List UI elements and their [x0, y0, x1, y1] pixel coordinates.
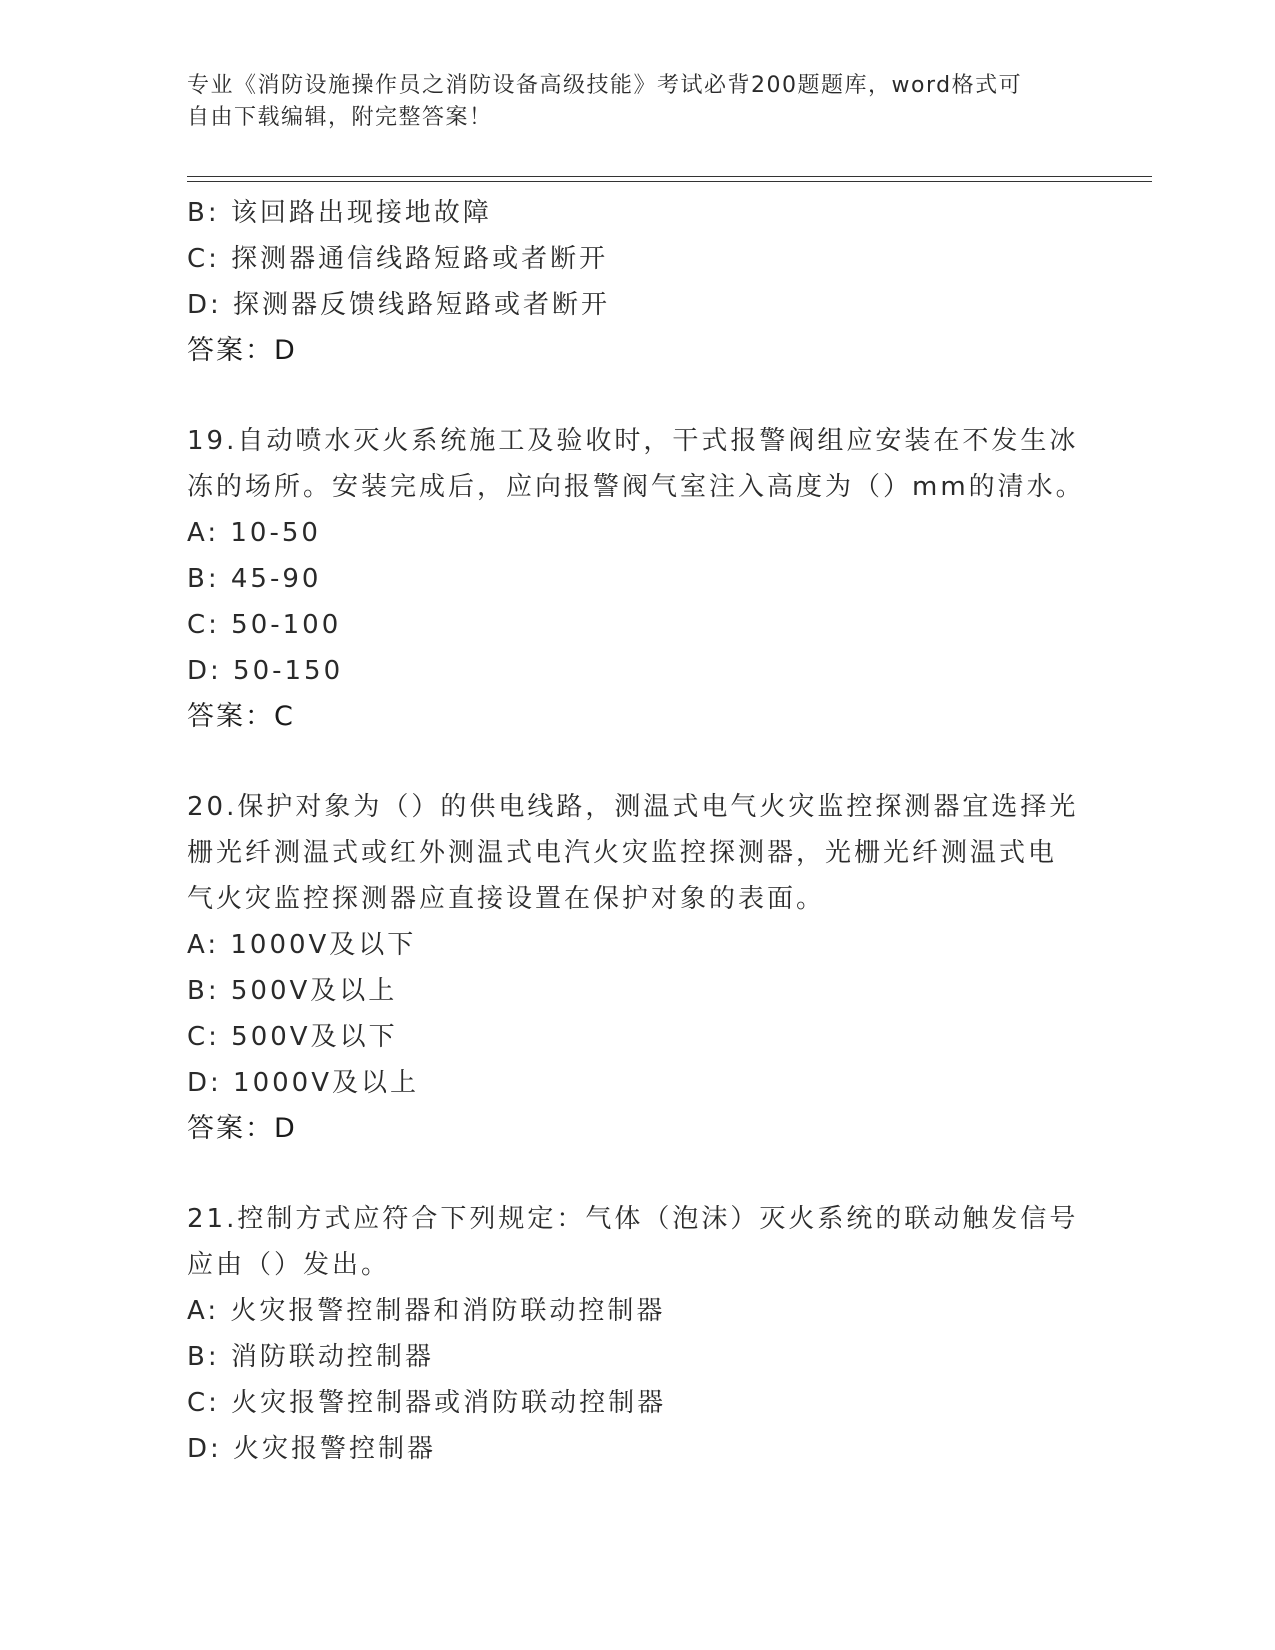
header-line-1: 专业《消防设施操作员之消防设备高级技能》考试必背200题题库，word格式可	[187, 73, 1023, 98]
question-18-tail	[187, 190, 1087, 374]
question-stem-line: 栅光纤测温式或红外测温式电汽火灾监控探测器，光栅光纤测温式电	[187, 838, 1058, 868]
answer: 答案：C	[187, 701, 295, 732]
option-a: A: 1000V及以下	[187, 930, 417, 960]
answer: 答案：D	[187, 335, 297, 366]
question-20	[187, 784, 1087, 1152]
option-c: C: 500V及以下	[187, 1022, 398, 1052]
document-header	[187, 70, 1067, 134]
option-c: C: 50-100	[187, 610, 342, 640]
option-d: D: 1000V及以上	[187, 1068, 419, 1098]
option-c: C: 探测器通信线路短路或者断开	[187, 244, 609, 274]
answer: 答案：D	[187, 1113, 297, 1144]
question-19	[187, 418, 1087, 740]
question-stem-line: 气火灾监控探测器应直接设置在保护对象的表面。	[187, 884, 826, 914]
header-line-2: 自由下载编辑，附完整答案！	[187, 105, 493, 130]
question-21	[187, 1196, 1087, 1472]
question-stem-line: 冻的场所。安装完成后，应向报警阀气室注入高度为（）mm的清水。	[187, 472, 1085, 502]
option-d: D: 50-150	[187, 656, 344, 686]
option-b: B: 消防联动控制器	[187, 1342, 434, 1372]
question-list	[187, 190, 1087, 1472]
option-b: B: 该回路出现接地故障	[187, 198, 492, 228]
option-d: D: 探测器反馈线路短路或者断开	[187, 290, 611, 320]
question-stem-line: 21.控制方式应符合下列规定：气体（泡沫）灭火系统的联动触发信号	[187, 1204, 1079, 1234]
option-b: B: 45-90	[187, 564, 322, 594]
header-rule-bottom	[187, 181, 1152, 182]
question-stem-line: 20.保护对象为（）的供电线路，测温式电气火灾监控探测器宜选择光	[187, 792, 1079, 822]
option-a: A: 火灾报警控制器和消防联动控制器	[187, 1296, 666, 1326]
header-rule-top	[187, 176, 1152, 177]
question-stem-line: 19.自动喷水灭火系统施工及验收时，干式报警阀组应安装在不发生冰	[187, 426, 1079, 456]
option-a: A: 10-50	[187, 518, 321, 548]
option-b: B: 500V及以上	[187, 976, 398, 1006]
question-stem-line: 应由（）发出。	[187, 1250, 391, 1280]
option-c: C: 火灾报警控制器或消防联动控制器	[187, 1388, 667, 1418]
option-d: D: 火灾报警控制器	[187, 1434, 437, 1464]
